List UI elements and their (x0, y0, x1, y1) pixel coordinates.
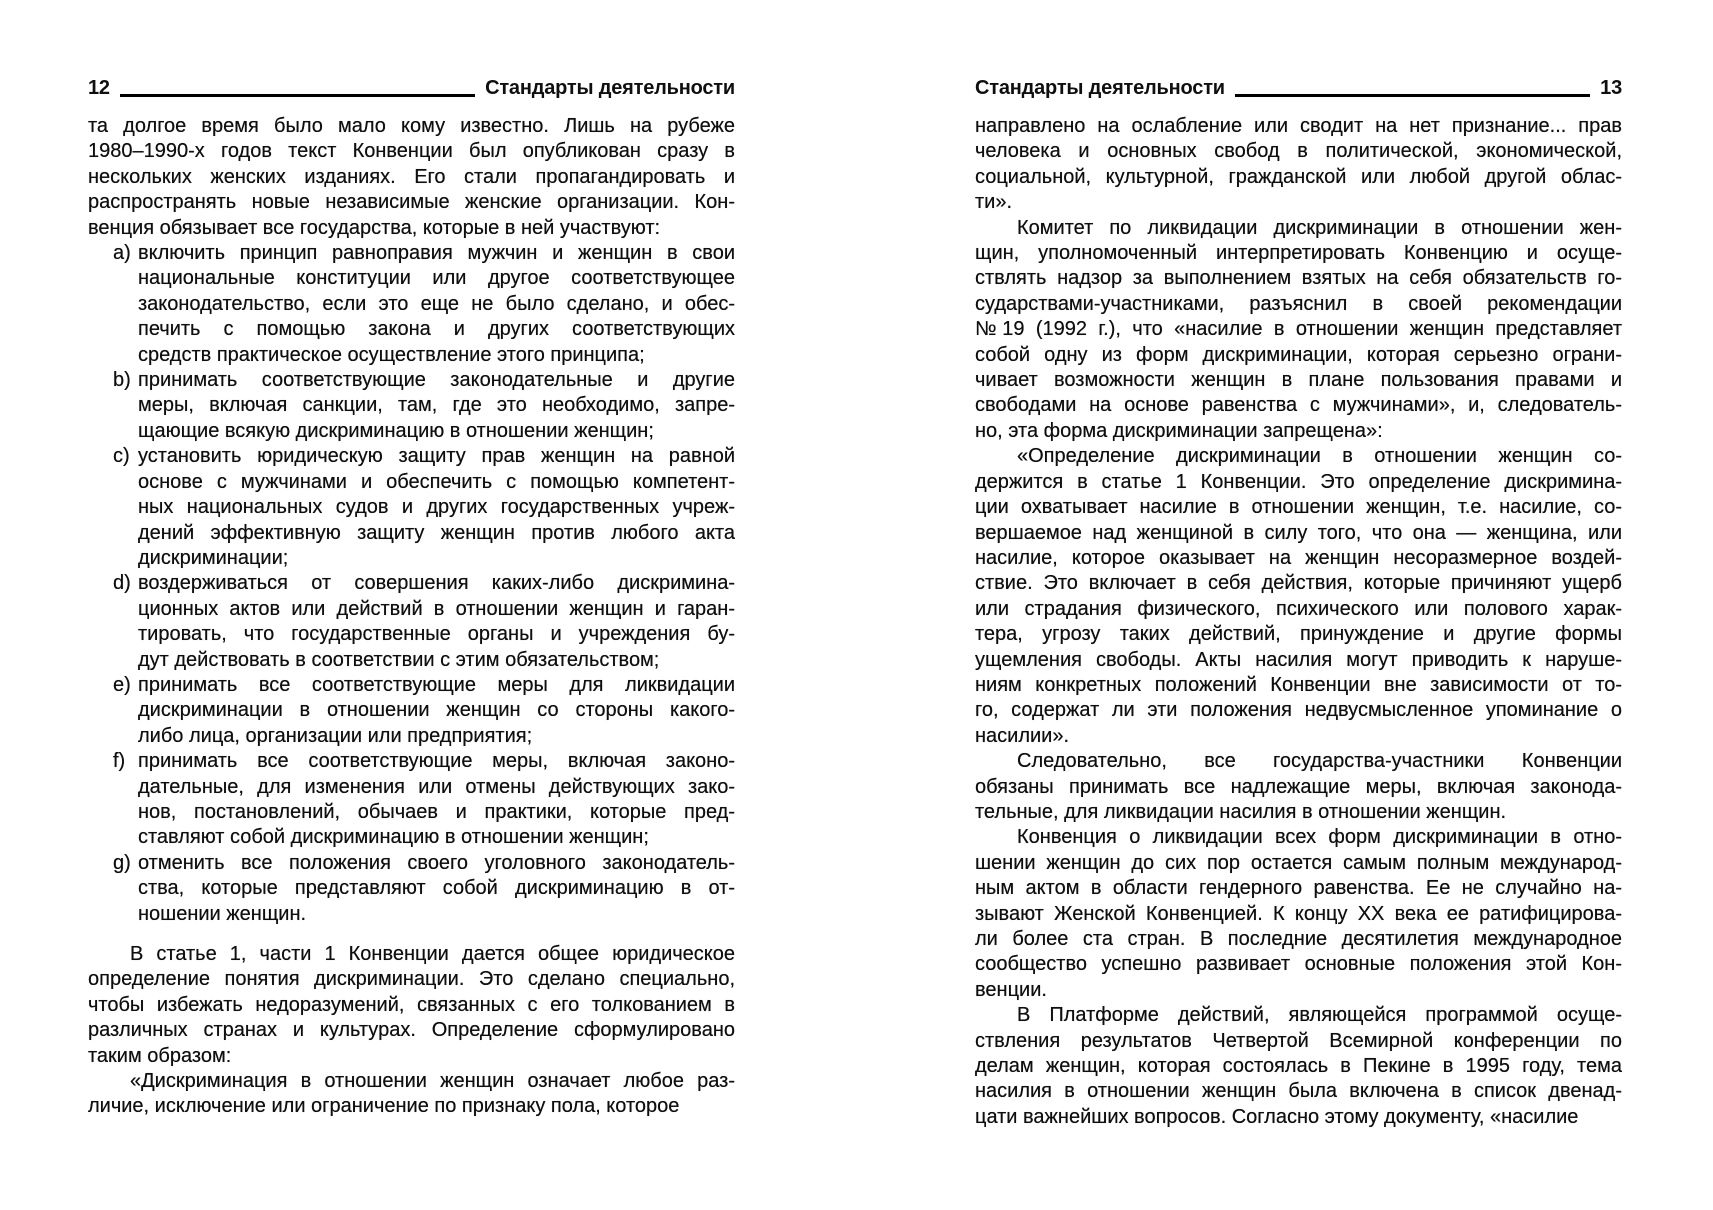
list-marker: d) (113, 572, 131, 595)
text-line: ционных актов или действий в отношении женщин и гаран- (138, 597, 735, 620)
text-line: сударствами-участниками, разъяснил в своей рекомендации (975, 292, 1622, 315)
text-line: та долгое время было мало кому известно. Лишь на рубеже (88, 115, 735, 137)
page-right-header (975, 78, 1622, 100)
text-line: установить юридическую защиту прав женщин на равной (138, 445, 735, 468)
paragraph (88, 942, 735, 1069)
text-line: воздерживаться от совершения каких-либо дискримина- (138, 572, 735, 595)
text-line: ли более ста стран. В последние десятилетия международное (975, 928, 1622, 950)
text-line: таким образом: (88, 1044, 232, 1067)
text-line: сообщество успешно развивает основные положения этой Кон- (975, 953, 1622, 976)
text-line: ствие. Это включает в себя действия, которые причиняют ущерб (975, 572, 1622, 595)
text-line: меры, включая санкции, там, где это необходимо, запре- (138, 394, 735, 417)
text-line: тировать, что государственные органы и учреждения бу- (138, 623, 735, 646)
page-left-body (88, 114, 735, 1120)
paragraph (975, 114, 1622, 216)
text-line: социальной, культурной, гражданской или любой другой облас- (975, 165, 1622, 188)
paragraph (975, 749, 1622, 825)
text-line: тера, угрозу таких действий, принуждение и другие формы (975, 623, 1622, 646)
list-item (88, 571, 735, 673)
list-marker: b) (113, 369, 131, 392)
text-line: законодательство, если это еще не было сделано, и обес- (138, 292, 735, 315)
text-line: делам женщин, которая состоялась в Пекине в 1995 году, тема (975, 1055, 1622, 1078)
text-line: определение понятия дискриминации. Это сделано специально, (88, 968, 735, 991)
text-line: ставляют собой дискриминацию в отношении женщин; (138, 826, 649, 849)
text-line: нов, постановлений, обычаев и практики, которые пред- (138, 800, 735, 823)
list-item (88, 368, 735, 444)
text-line: направлено на ослабление или сводит на нет признание... прав (975, 115, 1622, 137)
text-line: распространять новые независимые женские организации. Кон- (88, 191, 735, 214)
list-item (88, 444, 735, 571)
text-line: «Определение дискриминации в отношении женщин со- (1017, 445, 1622, 468)
text-line: либо лица, организации или предприятия; (138, 724, 533, 747)
list-item (88, 851, 735, 927)
list-item (88, 673, 735, 749)
text-line: держится в статье 1 Конвенции. Это определение дискримина- (975, 470, 1622, 493)
text-line: В статье 1, части 1 Конвенции дается общее юридическое (130, 943, 735, 965)
text-line: ных национальных судов и других государственных учреж- (138, 496, 735, 519)
paragraph (975, 1003, 1622, 1130)
text-line: отменить все положения своего уголовного законодатель- (138, 851, 735, 874)
page-left (88, 78, 735, 1120)
text-line: №19 (1992 г.), что «насилие в отношении женщин представляет (975, 318, 1622, 341)
list-marker: c) (113, 445, 130, 468)
text-line: ствлять надзор за выполнением взятых на себя обязательств го- (975, 267, 1622, 290)
text-line: свободами на основе равенства с мужчинами», и, следователь- (975, 394, 1622, 417)
text-line: печить с помощью закона и других соответствующих (138, 318, 735, 341)
text-line: включить принцип равноправия мужчин и женщин в свои (138, 242, 735, 265)
text-line: принимать соответствующие законодательные и другие (138, 369, 735, 392)
text-line: средств практическое осуществление этого принципа; (138, 343, 645, 366)
text-line: насилия в отношении женщин была включена в список двенад- (975, 1080, 1622, 1103)
text-line: дискриминации в отношении женщин со стороны какого- (138, 699, 735, 722)
text-line: зывают Женской Конвенцией. К концу XX века ее ратифицирова- (975, 902, 1622, 925)
text-line: шении женщин до сих пор остается самым полным международ- (975, 851, 1622, 874)
page-right (975, 78, 1622, 1130)
page-left-header (88, 78, 735, 100)
text-line: принимать все соответствующие меры для ликвидации (138, 673, 735, 696)
text-line: нескольких женских изданиях. Его стали пропагандировать и (88, 165, 735, 188)
text-line: 1980–1990-х годов текст Конвенции был опубликован сразу в (88, 140, 735, 163)
list-marker: e) (113, 673, 131, 696)
paragraph (975, 216, 1622, 445)
text-line: вершаемое над женщиной в силу того, что она — женщина, или (975, 521, 1622, 544)
text-line: собой одну из форм дискриминации, которая серьезно ограни- (975, 343, 1622, 366)
text-line: дут действовать в соответствии с этим обязательством; (138, 648, 660, 671)
text-line: ти». (975, 191, 1013, 214)
page-right-body (975, 114, 1622, 1130)
text-line: различных странах и культурах. Определение сформулировано (88, 1019, 735, 1042)
running-title: Стандарты деятельности (975, 77, 1225, 99)
paragraph (88, 114, 735, 241)
text-line: щающие всякую дискриминацию в отношении женщин; (138, 419, 654, 442)
paragraph (975, 444, 1622, 749)
text-line: дательные, для изменения или отмены действующих зако- (138, 775, 735, 798)
text-line: дений эффективную защиту женщин против любого акта (138, 521, 735, 544)
text-line: тельные, для ликвидации насилия в отношении женщин. (975, 800, 1507, 823)
paragraph (88, 1069, 735, 1120)
text-line: В Платформе действий, являющейся программой осуще- (1017, 1004, 1622, 1027)
paragraph (975, 825, 1622, 1003)
text-line: обязаны принимать все надлежащие меры, включая законода- (975, 775, 1622, 798)
list-marker: a) (113, 242, 131, 265)
text-line: цати важнейших вопросов. Согласно этому документу, «насилие (975, 1105, 1579, 1128)
text-line: венции. (975, 978, 1047, 1001)
text-line: ным актом в области гендерного равенства. Ее не случайно на- (975, 877, 1622, 900)
text-line: Конвенция о ликвидации всех форм дискриминации в отно- (1017, 826, 1622, 849)
running-title: Стандарты деятельности (485, 77, 735, 99)
text-line: венция обязывает все государства, которые в ней участвуют: (88, 216, 661, 239)
list-item (88, 749, 735, 851)
text-line: «Дискриминация в отношении женщин означает любое раз- (130, 1070, 735, 1093)
text-line: Комитет по ликвидации дискриминации в отношении жен- (1017, 216, 1622, 239)
text-line: ниям конкретных положений Конвенции вне зависимости от то- (975, 673, 1622, 696)
text-line: чивает возможности женщин в плане пользования правами и (975, 369, 1622, 392)
text-line: дискриминации; (138, 546, 289, 569)
list-marker: f) (113, 750, 126, 773)
text-line: Следовательно, все государства-участники Конвенции (1017, 750, 1622, 773)
text-line: ствления результатов Четвертой Всемирной конференции по (975, 1029, 1622, 1052)
header-rule (120, 94, 475, 97)
text-line: насилие, которое оказывает на женщин несоразмерное воздей- (975, 546, 1622, 569)
text-line: национальные конституции или другое соответствующее (138, 267, 735, 290)
text-line: принимать все соответствующие меры, включая законо- (138, 750, 735, 773)
page-number: 12 (88, 77, 110, 99)
page-number: 13 (1600, 77, 1622, 99)
text-line: ношении женщин. (138, 902, 307, 925)
text-line: основе с мужчинами и обеспечить с помощью компетент- (138, 470, 735, 493)
text-line: го, содержат ли эти положения недвусмысленное упоминание о (975, 699, 1622, 722)
text-line: ства, которые представляют собой дискриминацию в от- (138, 877, 735, 900)
text-line: личие, исключение или ограничение по признаку пола, которое (88, 1095, 680, 1118)
text-line: ущемления свободы. Акты насилия могут приводить к наруше- (975, 648, 1622, 671)
list-marker: g) (113, 851, 131, 874)
text-line: или страдания физического, психического или полового харак- (975, 597, 1622, 620)
header-rule (1235, 94, 1590, 97)
text-line: насилии». (975, 724, 1070, 747)
text-line: человека и основных свобод в политической, экономической, (975, 140, 1622, 163)
text-line: но, эта форма дискриминации запрещена»: (975, 419, 1383, 442)
text-line: щин, уполномоченный интерпретировать Конвенцию и осуще- (975, 242, 1622, 265)
text-line: ции охватывает насилие в отношении женщин, т.е. насилие, со- (975, 496, 1622, 519)
list-item (88, 241, 735, 368)
text-line: чтобы избежать недоразумений, связанных с его толкованием в (88, 993, 735, 1016)
